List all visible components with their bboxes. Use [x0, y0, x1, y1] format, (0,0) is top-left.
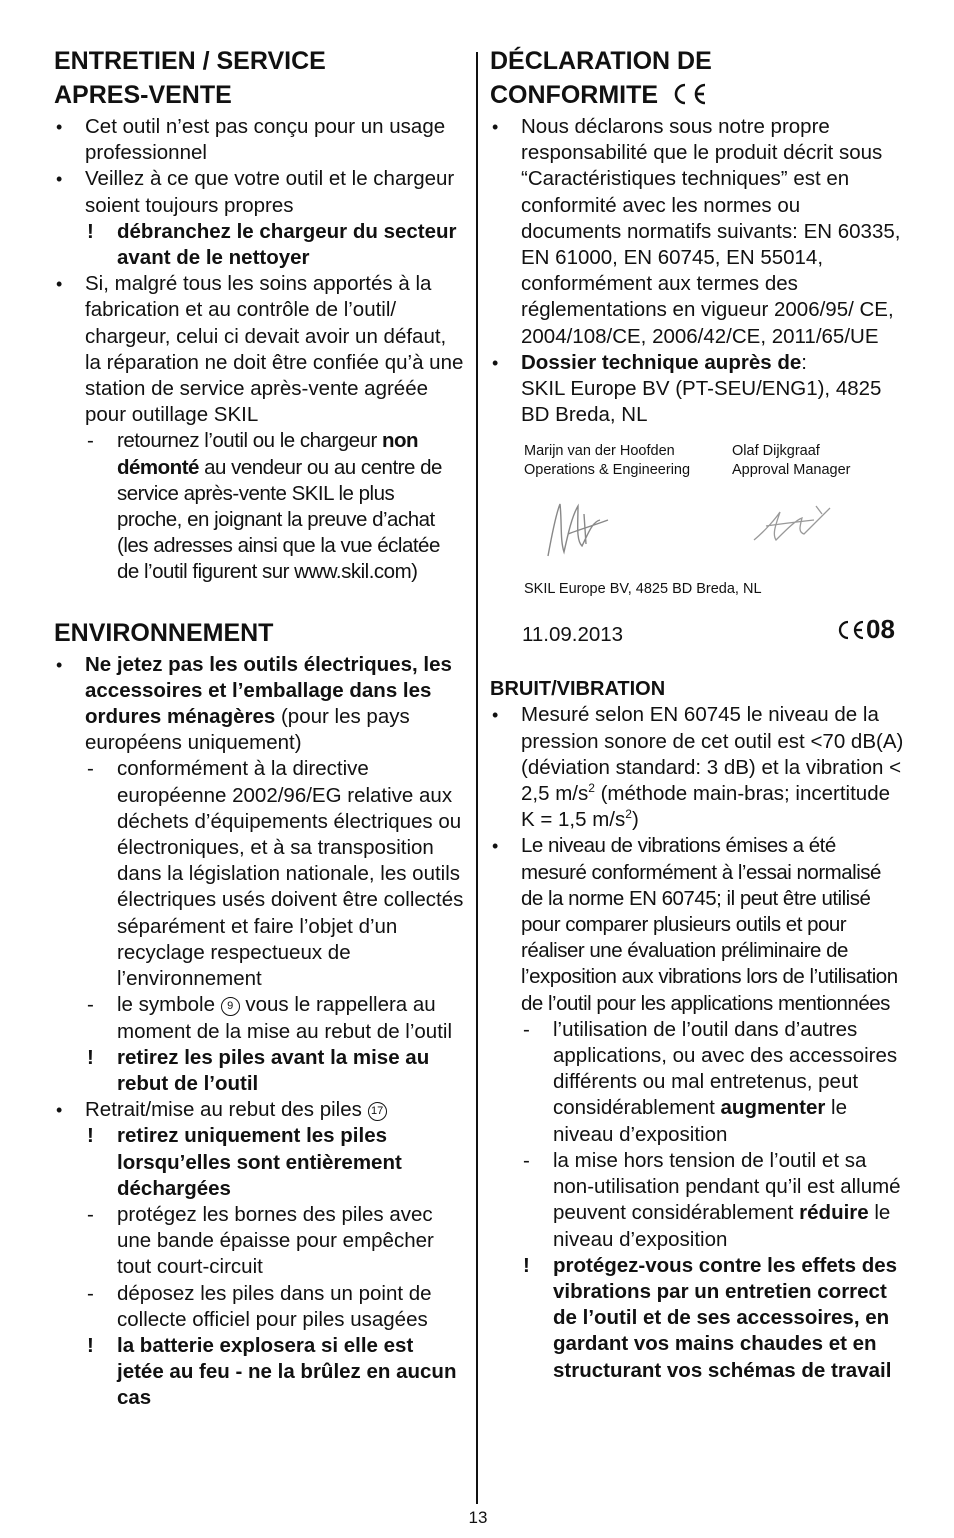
ce-year-text: 08	[866, 614, 895, 645]
dash-marker: -	[87, 993, 94, 1017]
ce-mark-icon	[669, 82, 709, 106]
bullet-marker: •	[492, 705, 499, 726]
sub-item	[54, 1202, 464, 1281]
warning-item	[54, 1045, 464, 1097]
noise-vibration-heading: BRUIT/VIBRATION	[490, 678, 666, 701]
warning-item	[490, 1253, 904, 1384]
environment-section	[54, 616, 464, 1412]
signature-1-image	[538, 494, 618, 564]
signatory-1-name: Marijn van der Hoofden	[524, 443, 675, 460]
sub-item	[54, 756, 464, 992]
bullet-marker: •	[492, 117, 499, 137]
service-heading-line2: APRES-VENTE	[54, 81, 232, 109]
warning-text: retirez uniquement les piles lorsqu’elles sont entièrement déchargées	[117, 1124, 402, 1200]
warning-text: débranchez le chargeur du secteur avant de le nettoyer	[117, 219, 457, 270]
item-text: l’utilisation de l’outil dans d’autres applications, ou avec des accessoires différents ou mal entretenus, peut considérablement	[553, 1017, 898, 1120]
warning-marker: !	[87, 1124, 94, 1148]
warning-item	[54, 219, 464, 271]
item-text: conformément à la directive européenne 2002/96/EG relative aux déchets d’équipements électriques ou électroniques, et à sa transposition dans la législation nationale, les outils électriques usés doivent être collectés séparément et faire l’objet d’un recyclage respectueux de l’environnement	[117, 757, 464, 991]
item-text: le niveau d’exposition	[553, 1096, 847, 1146]
item-text: le symbole	[117, 993, 221, 1017]
declaration-date: 11.09.2013	[522, 623, 624, 647]
right-column	[490, 44, 904, 1384]
noise-vibration-section	[490, 676, 904, 1383]
dash-marker: -	[87, 429, 94, 453]
list-item	[490, 114, 904, 350]
dash-marker: -	[523, 1017, 530, 1041]
item-text: au vendeur ou au centre de service après-vente SKIL le plus proche, en joignant la preuve d’achat (les adresses ainsi que la vue éclatée de l’outil figurent sur www.skil.com)	[117, 455, 442, 584]
item-text: Cet outil n’est pas conçu pour un usage professionnel	[85, 115, 446, 165]
dash-marker: -	[87, 757, 94, 781]
warning-text: protégez-vous contre les effets des vibrations par un entretien correct de l’outil et de ses accessoires, en gardant vos mains chaudes et en structurant vos schémas de travail	[553, 1253, 898, 1382]
warning-marker: !	[87, 1333, 94, 1357]
warning-marker: !	[87, 219, 94, 243]
list-item	[54, 271, 464, 428]
bullet-marker: •	[56, 274, 63, 295]
item-text: )	[631, 808, 639, 832]
list-item	[54, 652, 464, 757]
list-item	[54, 1097, 464, 1123]
item-text: (pour les pays européens uniquement)	[85, 705, 410, 755]
dash-marker: -	[87, 1281, 94, 1305]
item-text-bold: réduire	[799, 1201, 869, 1225]
item-text: vous le rappellera au moment de la mise au rebut de l’outil	[117, 993, 453, 1043]
signatory-2-name: Olaf Dijkgraaf	[732, 443, 820, 460]
item-text-bold: Dossier technique auprès de	[521, 350, 802, 374]
dash-marker: -	[87, 1202, 94, 1226]
item-text: Nous déclarons sous notre propre responsabilité que le produit décrit sous “Caractéristiques techniques” est en conformité avec les normes ou documents normatifs suivants: EN 60335, EN 61000, EN 60745, EN 55014, conformément aux termes des réglementations en vigueur 2006/95/ CE, 2004/108/CE, 2006/42/CE, 2011/65/UE	[521, 115, 901, 348]
bullet-marker: •	[492, 352, 499, 373]
bullet-marker: •	[56, 117, 63, 137]
sub-item	[54, 1281, 464, 1333]
signature-2-image	[746, 500, 836, 550]
bullet-marker: •	[492, 836, 498, 857]
signatory-1-title: Operations & Engineering	[524, 462, 691, 479]
bullet-marker: •	[56, 1100, 63, 1121]
warning-item	[54, 1123, 464, 1202]
service-heading-line1: ENTRETIEN / SERVICE	[54, 47, 326, 75]
signatory-1	[524, 442, 690, 480]
sub-item	[490, 1017, 904, 1148]
circled-number-17-icon: 17	[368, 1102, 387, 1121]
list-item	[490, 702, 904, 833]
page-number: 13	[468, 1508, 488, 1527]
circled-number-9-icon: 9	[221, 997, 240, 1016]
ce-mark-small-icon	[836, 619, 866, 641]
declaration-section	[490, 44, 904, 428]
dash-marker: -	[523, 1148, 530, 1172]
item-text: (méthode main-bras; incertitude K = 1,5 m/s	[521, 782, 891, 832]
declaration-heading	[490, 44, 904, 112]
bullet-marker: •	[56, 169, 63, 190]
date-row	[490, 614, 904, 660]
item-text-bold: non démonté	[117, 429, 419, 479]
superscript: 2	[625, 807, 632, 822]
signatory-2-title: Approval Manager	[732, 462, 851, 479]
item-text: retournez l’outil ou le chargeur	[117, 429, 382, 453]
item-text: SKIL Europe BV (PT-SEU/ENG1), 4825 BD Breda, NL	[521, 377, 882, 427]
company-address: SKIL Europe BV, 4825 BD Breda, NL	[524, 581, 762, 598]
ce-mark-year	[836, 614, 895, 645]
item-text: Mesuré selon EN 60745 le niveau de la pression sonore de cet outil est <70 dB(A) (déviation standard: 3 dB) et la vibration < 2,5 m/s	[521, 703, 904, 806]
left-column	[54, 44, 464, 1412]
signature-block	[490, 442, 904, 620]
item-text: le niveau d’exposition	[553, 1201, 891, 1251]
sub-item	[54, 428, 464, 585]
item-text: :	[801, 350, 807, 374]
declaration-heading-line2: CONFORMITE	[490, 81, 659, 109]
sub-item	[54, 992, 464, 1044]
signatory-2	[732, 442, 851, 480]
service-heading	[54, 44, 464, 112]
list-item	[54, 114, 464, 166]
warning-marker: !	[87, 1045, 94, 1069]
bullet-marker: •	[56, 654, 63, 675]
column-divider	[476, 52, 478, 1504]
warning-text: retirez les piles avant la mise au rebut de l’outil	[117, 1045, 430, 1095]
item-text-bold: Ne jetez pas les outils électriques, les accessoires et l’emballage dans les ordures ménagères	[85, 652, 452, 729]
list-item	[490, 350, 904, 429]
item-text: Veillez à ce que votre outil et le chargeur soient toujours propres	[85, 167, 455, 217]
sub-item	[490, 1148, 904, 1253]
service-section	[54, 44, 464, 586]
superscript: 2	[588, 781, 595, 796]
item-text: la mise hors tension de l’outil et sa non-utilisation pendant qu’il est allumé peuvent considérablement	[553, 1148, 901, 1225]
item-text: protégez les bornes des piles avec une bande épaisse pour empêcher tout court-circuit	[117, 1202, 434, 1279]
item-text: Si, malgré tous les soins apportés à la fabrication et au contrôle de l’outil/ chargeur, celui ci devait avoir un défaut, la réparation ne doit être confiée qu’à une station de service après-vente agréée pour outillage SKIL	[85, 272, 464, 427]
warning-text: la batterie explosera si elle est jetée au feu - ne la brûlez en aucun cas	[117, 1333, 457, 1410]
item-text: déposez les piles dans un point de collecte officiel pour piles usagées	[117, 1281, 432, 1331]
item-text-bold: augmenter	[720, 1096, 826, 1120]
item-text: Le niveau de vibrations émises a été mesuré conformément à l’essai normalisé de la norme EN 60745; il peut être utilisé pour comparer plusieurs outils et pour réaliser une évaluation préliminaire de l’exposition aux vibrations lors de l’utilisation de l’outil pour les applications mentionnées	[521, 834, 898, 1015]
declaration-heading-line1: DÉCLARATION DE	[490, 47, 712, 75]
warning-marker: !	[523, 1253, 530, 1277]
list-item	[54, 166, 464, 218]
environment-heading: ENVIRONNEMENT	[54, 618, 274, 647]
list-item	[490, 833, 904, 1016]
item-text: Retrait/mise au rebut des piles	[85, 1098, 368, 1122]
warning-item	[54, 1333, 464, 1412]
